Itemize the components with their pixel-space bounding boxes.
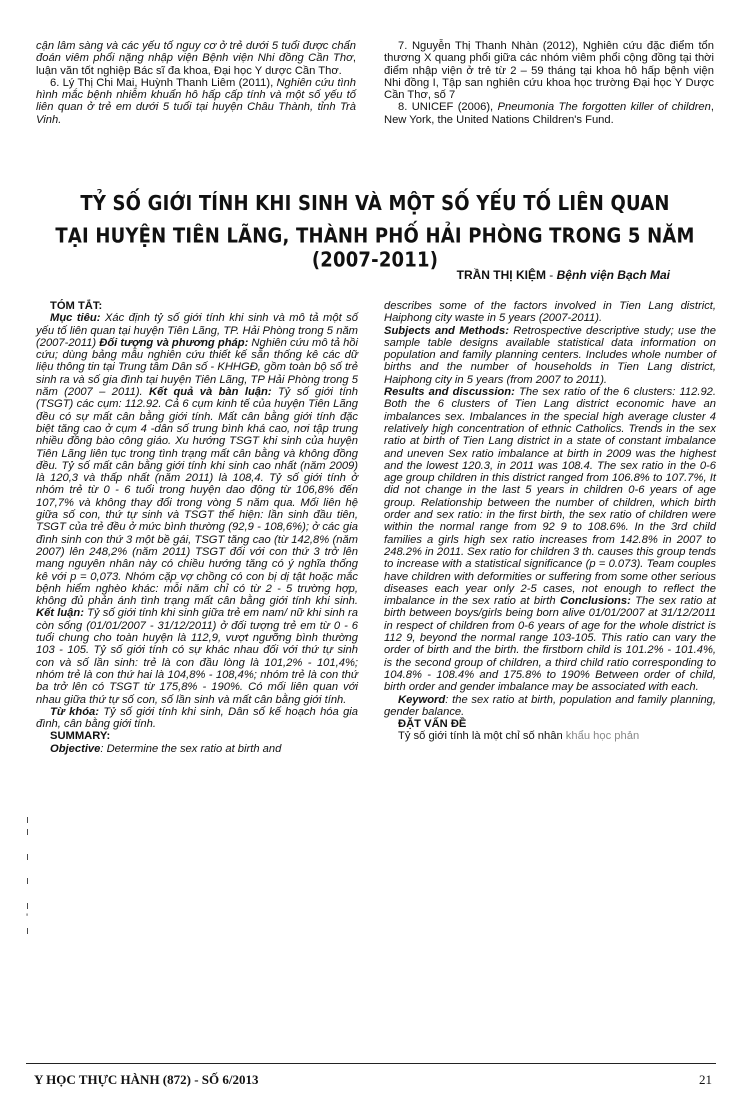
introduction-heading: ĐẶT VẤN ĐỀ: [398, 718, 467, 731]
margin-mark: ı: [26, 826, 30, 839]
reference-6: [36, 77, 356, 126]
introduction-text-faded: khẩu học phản: [565, 730, 640, 743]
summary-methods: [384, 325, 716, 386]
objective-label-vi: Mục tiêu:: [50, 312, 101, 325]
objective-label-en: Objective: [50, 742, 101, 755]
methods-text-en: Retrospective descriptive study; use the sample table designs available statistical data information on population and family planning centers. Includes whole number of births and the number of households in Tien Lang district, Haiphong city in 5 years (from 2007 to 2011).: [384, 324, 716, 386]
reference-8: [384, 101, 714, 126]
conclusion-label-vi: Kết luận:: [36, 607, 84, 620]
abstract-right-column: [384, 300, 716, 743]
author-line: [457, 268, 670, 282]
conclusions-label-en: Conclusions:: [559, 595, 631, 608]
keywords-en: [384, 694, 716, 719]
keywords-label-vi: Từ khóa:: [50, 705, 99, 718]
author-affiliation: Bệnh viện Bạch Mai: [556, 268, 670, 282]
objective-text-en: : Determine the sex ratio at birth and: [100, 742, 282, 755]
abstract-paragraph: [36, 312, 358, 706]
margin-mark: ı: [26, 924, 30, 937]
keywords-label-en: Keyword: [398, 693, 446, 706]
abstract-left-column: [36, 300, 358, 755]
references-left-column: [36, 40, 356, 126]
article-title-line-2: TẠI HUYỆN TIÊN LÃNG, THÀNH PHỐ HẢI PHÒNG TRONG 5 NĂM (2007-2011): [55, 223, 695, 273]
summary-results: [384, 386, 716, 693]
margin-mark: [26, 863, 29, 875]
results-text-en: The sex ratio of the 6 clusters: 112.92. Both the 6 clusters of Tien Lang district economic have an imbalances sex. Imbalances in the special high average cluster 4 relatively high concentration of ethnic Catholics. Trends in the sex ratio at birth of Tien Lang district in a state of constant imbalance and uneven Sex ratio imbalance at birth in 2009 was the highest and the lowest 120.3, in 2011 was 108.4. The sex ratio in the 0-6 age group children in this district ranged from 106.8% to 107.7%, It did not change in the last 5 years in children 0-6 years of age group. Relationship between the number of children, which birth order and sex ratio: in the first birth, the sex ratio of children were within the normal range from 92 9 to 108.6%. In the 3rd child families a girls high sex ratio increases from 142.8% in 2007 to 248.2% in 2011. Sex ratio for children 3 th. causes this group tends to increase with a statistical significance (p = 0.073). Team couples have children with deformities or suffering from some other serious diseases each year only 2-5 cases, not enough to reflect the imbalance in the sex ratio at birth: [384, 386, 716, 608]
reference-5-title: cận lâm sàng và các yếu tố nguy cơ ở trẻ dưới 5 tuổi được chẩn đoán viêm phổi nặng nhập viện Bệnh viện Nhi đồng Cần Thơ: [36, 40, 356, 65]
margin-mark: ı: [26, 850, 30, 863]
reference-8-tail: , New York, the United Nations Children's Fund.: [384, 101, 714, 126]
margin-mark: ': [26, 912, 29, 925]
margin-mark: ı: [26, 875, 30, 888]
references-right-column: [384, 40, 714, 126]
author-separator: -: [545, 268, 557, 282]
results-label-vi: Kết quả và bàn luận:: [149, 386, 272, 399]
margin-mark: [26, 839, 29, 851]
reference-8-title: Pneumonia The forgotten killer of children: [497, 101, 711, 114]
results-label-en: Results and discussion:: [384, 386, 515, 399]
conclusion-text-vi: Tỷ số giới tính khi sinh giữa trẻ em nam/ nữ khi sinh ra còn sống (01/01/2007 - 31/12/2011) ở đối tượng trẻ em từ 0 - 6 tuổi chung cho toàn huyện là 112,9, vượt ngưỡng bình thường 103 - 105. Tỷ số giới tính có sự khác nhau đối với thứ tự sinh con và số lần sinh: trẻ là con đầu lòng là 101,2% - 101,4%; nhóm trẻ là con thứ hai là 104,8% - 108,4%; nhóm trẻ là con thứ ba trở lên có TSGT từ 175,8% - 190%. Có mối liên quan với nhau giữa thứ tự số con, số lần sinh và mất cân bằng giới tính.: [36, 607, 358, 706]
author-name: TRẦN THỊ KIỆM: [456, 268, 546, 282]
keywords-text-en: : the sex ratio at birth, population and family planning, gender balance.: [384, 693, 716, 718]
results-text-vi: Tỷ số giới tính (TSGT) các cụm: 112.92. Cả 6 cụm kinh tế của huyện Tiên Lãng đều có sự mất cân bằng giới tính. Mất cân bằng giới tính đặc biệt tăng cao ở cụm 4 -dân số trung bình khá cao, nơi tập trung nhiều đồng bào công giáo. Xu hướng TSGT khi sinh của huyện Tiên Lãng liên tục trong tình trạng mất cân bằng và không đồng đều. Tỷ số mất cân bằng giới tính khi sinh cao nhất (năm 2009) là 120,3 và thấp nhất (năm 2011) là 108,4. Tỷ số giới tính ở nhóm trẻ từ 0 - 6 tuổi trong huyện dao động từ 106,8% đến 107,7% và không thay đổi trong vòng 5 năm qua. Mối liên hệ giữa số con, thứ tự sinh và TSGT thể hiện: lần sinh đầu tiên, TSGT của trẻ đều ở mức bình thường (92,9 - 108,6%); ở các gia đình sinh con thứ 3 một bề gái, TSGT tăng cao (từ 142,8% (năm 2007) lên 248,2% (năm 2011) TSGT đối với con thứ 3 trở lên mang nguyên nhân này có chiều hướng tăng có ý nghĩa thống kê với p = 0,073. Nhóm cặp vợ chồng có con bị dị tật hoặc mắc bệnh hiểm nghèo khác: mỗi năm chỉ có từ 2 - 5 trường hợp, không đủ phản ánh tình trạng mất cân bằng giới tính khi sinh.: [36, 386, 358, 608]
methods-label-en: Subjects and Methods:: [384, 324, 509, 337]
article-title-line-1: TỶ SỐ GIỚI TÍNH KHI SINH VÀ MỘT SỐ YẾU TỐ LIÊN QUAN: [80, 191, 670, 216]
introduction-paragraph: [384, 730, 716, 742]
summary-heading: SUMMARY:: [50, 730, 111, 743]
page-number: 21: [699, 1072, 712, 1087]
margin-mark: [26, 888, 29, 900]
reference-7: 7. Nguyễn Thị Thanh Nhàn (2012), Nghiên cứu đặc điểm tổn thương X quang phổi giữa các nhóm viêm phổi cộng đồng tại thời điểm nhập viện ở trẻ từ 2 – 59 tháng tại khoa hô hấp bệnh viện Nhi đồng I, Tập san nghiên cứu khoa học trường Đại học Y Dược Cần Thơ, số 7: [384, 40, 714, 102]
reference-8-authors: 8. UNICEF (2006),: [398, 101, 498, 114]
journal-footer: Y HỌC THỰC HÀNH (872) - SỐ 6/2013: [34, 1072, 259, 1087]
methods-label-vi: Đối tượng và phương pháp:: [99, 336, 249, 349]
introduction-text: Tỷ số giới tính là một chỉ số nhân: [398, 730, 566, 743]
reference-6-title: Nghiên cứu tình hình mắc bệnh nhiễm khuẩn hô hấp cấp tính và một số yếu tố liên quan ở trẻ em dưới 5 tuổi tại huyện Châu Thành, tỉnh Trà Vinh.: [36, 76, 356, 126]
summary-objective: [36, 743, 358, 755]
footer-divider: [26, 1063, 716, 1064]
conclusions-text-en: The sex ratio at birth between boys/girls being born alive 01/01/2007 at 31/12/2011 in respect of children from 0-6 years of age for the whole district is 112 9, beyond the normal range 103-105. This ratio can vary the order of birth and the birth. the firstborn child is 101.2% - 101.4%, is the second group of children, a third child ratio corresponding to 104.8% - 108.4% and 175.8% to 190% Between order of child, birth order and gender imbalance may be associated with each.: [384, 595, 717, 694]
margin-mark: ı: [26, 900, 30, 913]
keywords-text-vi: Tỷ số giới tính khi sinh, Dân số kế hoạch hóa gia đình, cân bằng giới tính.: [36, 705, 359, 731]
keywords-vi: [36, 706, 358, 731]
reference-6-authors: 6. Lý Thị Chi Mai, Huỳnh Thanh Liêm (2011),: [50, 76, 277, 89]
reference-5-tail: , luận văn tốt nghiệp Bác sĩ đa khoa, Đại học Y dược Cần Thơ.: [36, 52, 356, 77]
methods-text-vi: Nghiên cứu mô tả hồi cứu; dùng bảng mẫu nghiên cứu thiết kế sẵn thống kê các dữ liệu thông tin tại Trung tâm Dân số - KHHGĐ, gồm toàn bộ số trẻ sinh ra và số gia đình tại huyện Tiên Lãng, TP Hải Phòng trong 5 năm (2007 – 2011).: [36, 336, 359, 399]
scan-margin-marks: [26, 814, 29, 937]
reference-5-continued: [36, 40, 356, 77]
margin-mark: ı: [26, 814, 30, 826]
summary-continued: describes some of the factors involved in Tien Lang district, Haiphong city waste in 5 years (2007-2011).: [384, 300, 716, 325]
objective-text-vi: Xác định tỷ số giới tính khi sinh và mô tả một số yếu tố liên quan tại huyện Tiên Lãng, TP. Hải Phòng trong 5 năm (2007-2011): [36, 312, 358, 349]
abstract-heading: TÓM TẮT:: [50, 300, 103, 312]
